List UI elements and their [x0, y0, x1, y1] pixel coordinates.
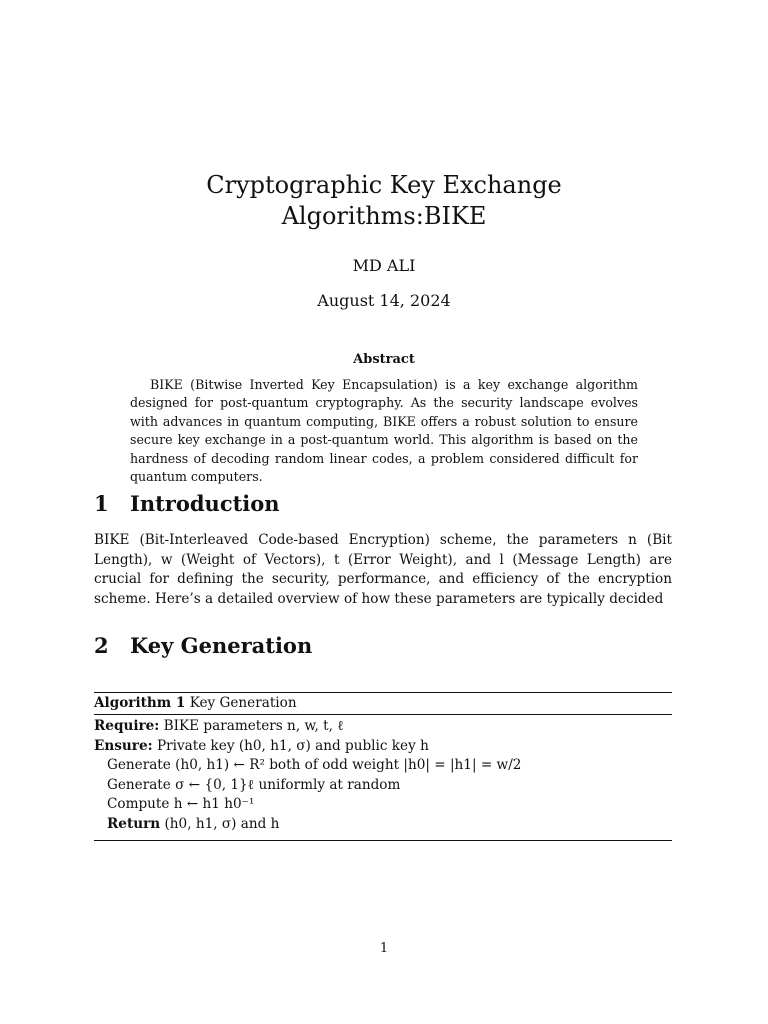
ensure-text: Private key (h0, h1, σ) and public key h — [156, 737, 429, 754]
date: August 14, 2024 — [317, 291, 451, 310]
require-text: BIKE parameters n, w, t, ℓ — [163, 718, 344, 734]
abstract-heading: Abstract — [353, 352, 415, 367]
algorithm-step: Compute h ← h1 h0⁻¹ — [107, 796, 255, 812]
abstract-body — [130, 376, 638, 486]
return-text: (h0, h1, σ) and h — [164, 815, 280, 832]
ensure-keyword: Ensure: — [94, 737, 153, 754]
page-number: 1 — [379, 941, 389, 956]
author: MD ALI — [352, 256, 416, 275]
algorithm-name: Key Generation — [189, 695, 297, 711]
algorithm-ensure — [94, 737, 672, 757]
algorithm-step: Generate (h0, h1) ← R² both of odd weight |h0| = |h1| = w/2 — [107, 757, 522, 773]
section-heading-introduction — [94, 491, 280, 516]
algorithm-body — [94, 715, 672, 840]
algorithm-bottom-rule — [94, 840, 672, 841]
title-line-2: Algorithms:BIKE — [281, 202, 487, 230]
algorithm-require — [94, 717, 672, 737]
algorithm-caption — [94, 693, 672, 714]
return-keyword: Return — [107, 815, 161, 832]
paper-title — [0, 170, 768, 232]
algorithm-step: Generate σ ← {0, 1}ℓ uniformly at random — [107, 776, 401, 793]
section-title: Introduction — [130, 491, 280, 516]
section-number: 1 — [94, 491, 109, 516]
abstract-text: BIKE (Bitwise Inverted Key Encapsulation) is a key exchange algorithm designed for post-quantum cryptography. As the security landscape evolves with advances in quantum computing, BIKE offers a robust solution to ensure secure key exchange in a post-quantum world. This algorithm is based on the hardness of decoding random linear codes, a problem considered difficult for quantum computers. — [130, 377, 638, 485]
algorithm-return — [94, 815, 672, 835]
require-keyword: Require: — [94, 718, 160, 734]
section-title: Key Generation — [130, 633, 313, 658]
algorithm-label: Algorithm 1 — [94, 695, 186, 711]
title-line-1: Cryptographic Key Exchange — [206, 171, 562, 199]
section-heading-key-generation — [94, 633, 312, 658]
introduction-paragraph: BIKE (Bit-Interleaved Code-based Encryption) scheme, the parameters n (Bit Length), w (Weight of Vectors), t (Error Weight), and l (Message Length) are crucial for defining the security, performance, and efficiency of the encryption scheme. Here’s a detailed overview of how these parameters are typically decided — [94, 532, 672, 607]
algorithm-box — [94, 692, 672, 841]
section-number: 2 — [94, 633, 109, 658]
